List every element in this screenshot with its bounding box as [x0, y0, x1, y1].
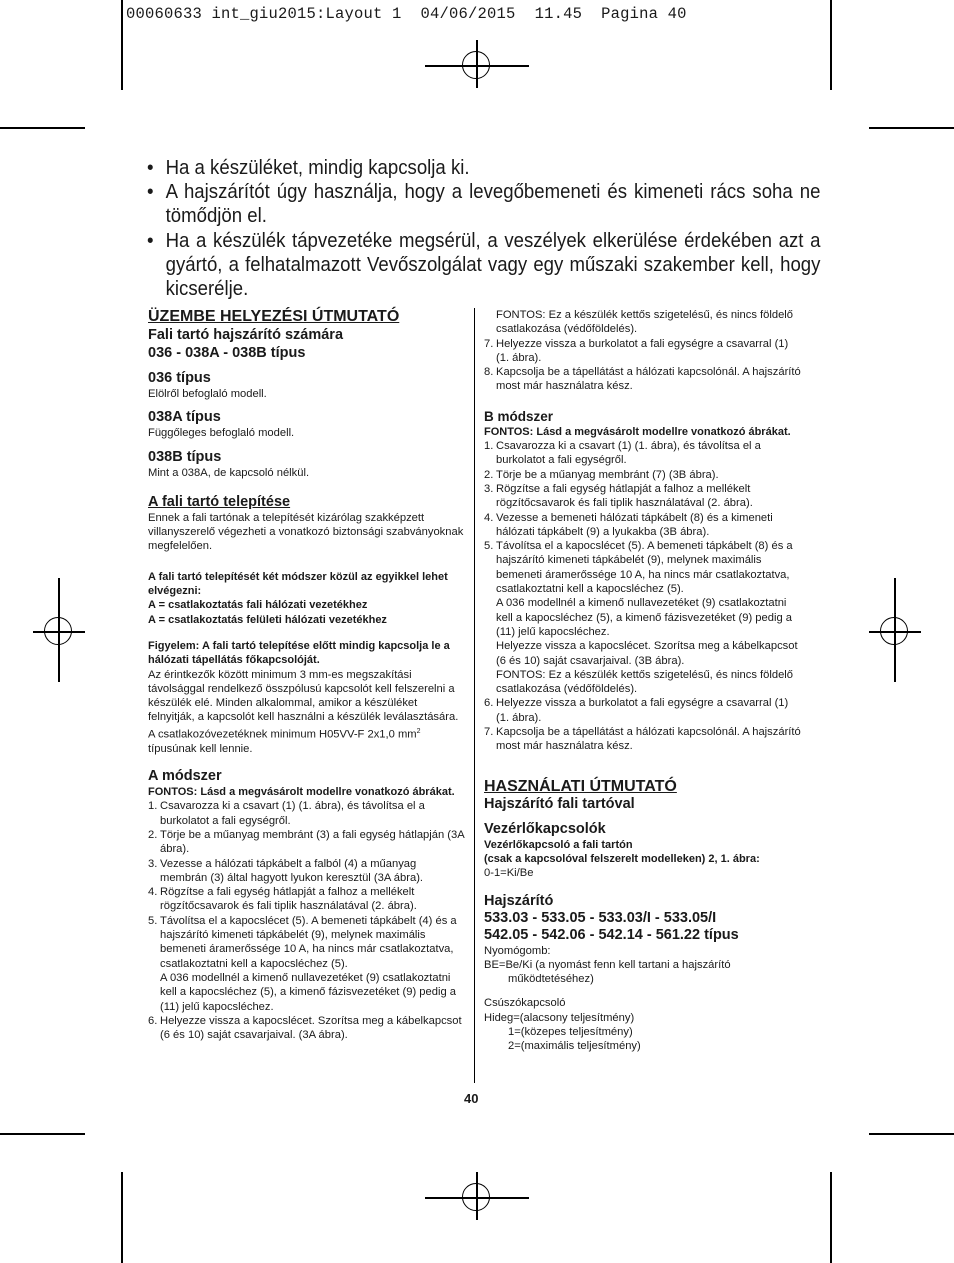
method-b-line: A = csatlakoztatás felületi hálózati vezetékhez — [148, 613, 387, 626]
method-b-steps — [484, 439, 804, 754]
step-item — [148, 828, 466, 857]
method-a-important: FONTOS: Lásd a megvásárolt modellre vonatkozó ábrákat. — [148, 786, 455, 799]
step-text: Kapcsolja be a tápellátást a hálózati kapcsolónál. A hajszárító most már használatra kész. — [496, 366, 801, 393]
step-number: 3. — [484, 482, 494, 495]
slider-value-1: 1=(közepes teljesítmény) — [508, 1025, 633, 1038]
controls-heading: Vezérlőkapcsolók — [484, 820, 606, 837]
step-text: Helyezze vissza a kapocslécet. Szorítsa meg a kábelkapcsot (6 és 10) saját csavarjaival. (3A ábra). — [160, 1014, 462, 1042]
step-item — [484, 696, 804, 725]
crop-mark — [869, 127, 954, 129]
step-text: Rögzítse a fali egység hátlapját a falhoz a mellékelt rögzítőcsavarok és fali tiplik használatával (2. ábra). — [496, 482, 753, 510]
step-item — [484, 539, 804, 696]
step-number: 5. — [484, 540, 494, 553]
installation-types: 036 - 038A - 038B típus — [148, 345, 306, 361]
slider-value-2: 2=(maximális teljesítmény) — [508, 1040, 641, 1053]
step-text: Helyezze vissza a burkolatot a fali egységre a csavarral (1) (1. ábra). — [496, 697, 789, 724]
bullet-item: • A hajszárítót úgy használja, hogy a levegőbemeneti és kimeneti rács soha ne tömődjön el. — [147, 180, 820, 228]
step-item — [148, 857, 466, 886]
bullet-item: • Ha a készülék tápvezetéke megsérül, a veszélyek elkerülése érdekében azt a gyártó, a felhatalmazott Vevőszolgálat vagy egy műszaki szakember kell, hogy kicserélje. — [147, 229, 820, 302]
left-column — [148, 308, 466, 1042]
method-b-heading: B módszer — [484, 408, 554, 424]
installation-subtitle: Fali tartó hajszárító számára — [148, 327, 344, 343]
step-text: Távolítsa el a kapocslécet (5). A bemeneti tápkábelt (4) és a hajszárító kimeneti tápkábelét (9), melynek maximális bemeneti áramerőssége 10 A, ha nincs már csatlakoztatva, csatlakoztatni kell a kapocsléchez (5). A 036 modellnél a kimenő nullavezetéket (9) csatlakoztatni kell a kapocsléchez (5), a kimenő fázisvezetéket (9) pedig a (11) jelű kapocsléchez. — [160, 914, 457, 1013]
step-number: 4. — [484, 511, 494, 524]
safety-bullets — [147, 156, 821, 301]
step-number: 1. — [484, 440, 494, 453]
install-heading: A fali tartó telepítése — [148, 493, 291, 510]
right-column — [484, 308, 804, 1054]
page-number: 40 — [464, 1091, 479, 1106]
controls-value: 0-1=Ki/Be — [484, 867, 534, 880]
step-number: 2. — [148, 828, 158, 841]
methods-intro: A fali tartó telepítését két módszer közül az egyikkel lehet elvégezni: — [148, 570, 448, 598]
step-text: Helyezze vissza a burkolatot a fali egységre a csavarral (1) (1. ábra). — [496, 337, 789, 364]
dryer-models-2: 542.05 - 542.06 - 542.14 - 561.22 típus — [484, 926, 739, 943]
step-text: Csavarozza ki a csavart (1) (1. ábra), és távolítsa el a burkolatot a fali egységről. — [496, 440, 761, 467]
step-item — [484, 511, 804, 540]
step-number: 7. — [484, 726, 494, 739]
step-item — [484, 337, 804, 366]
step-number: 7. — [484, 337, 494, 350]
slider-label: Csúszókapcsoló — [484, 997, 566, 1010]
step-text: Csavarozza ki a csavart (1) (1. ábra), és távolítsa el a burkolatot a fali egységről. — [160, 800, 425, 827]
usage-subtitle: Hajszárító fali tartóval — [484, 795, 635, 812]
type-038b-heading: 038B típus — [148, 448, 222, 465]
methods-block — [148, 570, 466, 627]
step-text: Törje be a műanyag membránt (7) (3B ábra). — [496, 468, 719, 481]
cable-text: A csatlakozóvezetéknek minimum H05VV-F 2x1,0 $mm^2$ típusúnak kell lennie. — [148, 727, 421, 755]
dryer-models-1: 533.03 - 533.05 - 533.03/I - 533.05/I — [484, 909, 717, 926]
step-item — [148, 1014, 466, 1043]
install-text: Ennek a fali tartónak a telepítését kizárólag szakképzett villanyszerelő végezheti a vonatkozó biztonsági szabványoknak megfelelően. — [148, 511, 464, 553]
step-number: 8. — [484, 366, 494, 379]
step-item — [148, 799, 466, 828]
crop-mark — [0, 127, 85, 129]
step-number: 3. — [148, 857, 158, 870]
step-text: Vezesse a bemeneti hálózati tápkábelt (8) és a kimeneti hálózati tápkábelt (9) a lyukakba (3B ábra). — [496, 511, 773, 538]
crop-mark — [0, 1133, 85, 1135]
method-a-heading: A módszer — [148, 768, 222, 785]
method-a-important-note: FONTOS: Ez a készülék kettős szigetelésű, és nincs földelő csatlakozása (védőföldelés). — [496, 309, 794, 336]
step-text: Kapcsolja be a tápellátást a hálózati kapcsolónál. A hajszárító most már használatra kész. — [496, 726, 801, 753]
warning-text: Az érintkezők között minimum 3 mm-es megszakítási távolsággal rendelkező összpólusú kapcsolót kell felszerelni a készülék elé. Minden alkalommal, amikor a készüléket felnyitják, a kapcsolót kell használni a készülék leválasztására. — [148, 668, 459, 724]
type-038b-desc: Mint a 038A, de kapcsoló nélkül. — [148, 466, 310, 479]
step-number: 4. — [148, 886, 158, 899]
method-a-steps-cont — [484, 337, 804, 394]
crop-mark — [830, 0, 832, 90]
type-038a-heading: 038A típus — [148, 409, 221, 426]
type-038a-desc: Függőleges befoglaló modell. — [148, 427, 295, 440]
crop-mark — [121, 1172, 123, 1263]
step-number: 6. — [148, 1014, 158, 1027]
installation-title: ÜZEMBE HELYEZÉSI ÚTMUTATÓ — [148, 308, 400, 325]
method-a-steps — [148, 799, 466, 1042]
crop-mark — [121, 0, 123, 90]
crop-mark — [869, 1133, 954, 1135]
dryer-heading: Hajszárító — [484, 892, 554, 909]
column-divider — [474, 308, 475, 1083]
crop-mark — [830, 1172, 832, 1263]
step-item — [484, 439, 804, 468]
step-number: 1. — [148, 800, 158, 813]
step-text: Vezesse a hálózati tápkábelt a falból (4) a műanyag membrán (3) által hagyott lyukon keresztül (3A ábra). — [160, 857, 424, 884]
step-text: Távolítsa el a kapocslécet (5). A bemeneti tápkábelt (8) és a hajszárító kimeneti tápkábelét (9), melynek maximális bemeneti áramerőssége 10 A, ha nincs már csatlakoztatva, csatlakoztatni kell a kapocsléchez (5). A 036 modellnél a kimenő nullavezetéket (9) csatlakoztatni kell a kapocsléchez (5), a kimenő fázisvezetéket (9) pedig a (11) jelű kapocsléchez. Helyezze vissza a kapocslécet. Szorítsa meg a kábelkapcsot (6 és 10) saját csavarjaival. (3B ábra). FONTOS: Ez a készülék kettős szigetelésű, és nincs földelő csatlakozása (védőföldelés). — [496, 540, 798, 696]
controls-line-1: Vezérlőkapcsoló a fali tartón — [484, 838, 633, 851]
controls-line-2: (csak a kapcsolóval felszerelt modelleken) 2, 1. ábra: — [484, 852, 760, 865]
step-item — [484, 725, 804, 754]
type-036-heading: 036 típus — [148, 370, 211, 386]
method-b-important: FONTOS: Lásd a megvásárolt modellre vonatkozó ábrákat. — [484, 425, 791, 438]
type-036-desc: Elölről befoglaló modell. — [148, 388, 267, 400]
warning-bold: Figyelem: A fali tartó telepítése előtt mindig kapcsolja le a hálózati tápellátás főkapcsolóját. — [148, 639, 450, 667]
print-slug-header: 00060633 int_giu2015:Layout 1 04/06/2015 11.45 Pagina 40 — [126, 5, 687, 23]
step-item — [484, 468, 804, 482]
bullet-item: • Ha a készüléket, mindig kapcsolja ki. — [147, 156, 820, 180]
step-item — [484, 482, 804, 511]
step-number: 6. — [484, 697, 494, 710]
step-item — [148, 885, 466, 914]
step-number: 5. — [148, 914, 158, 927]
step-item — [148, 914, 466, 1014]
push-button-label: Nyomógomb: — [484, 944, 551, 957]
step-item — [484, 365, 804, 394]
method-a-line: A = csatlakoztatás fali hálózati vezetékhez — [148, 599, 368, 612]
push-button-text: BE=Be/Ki (a nyomást fenn kell tartani a hajszárító működtetéséhez) — [484, 958, 731, 986]
step-text: Törje be a műanyag membránt (3) a fali egység hátlapján (3A ábra). — [160, 828, 465, 856]
usage-title: HASZNÁLATI ÚTMUTATÓ — [484, 777, 677, 795]
step-text: Rögzítse a fali egység hátlapját a falhoz a mellékelt rögzítőcsavarok és fali tiplik használatával (2. ábra). — [160, 886, 417, 913]
slider-value-0: Hideg=(alacsony teljesítmény) — [484, 1011, 635, 1024]
step-number: 2. — [484, 468, 494, 481]
